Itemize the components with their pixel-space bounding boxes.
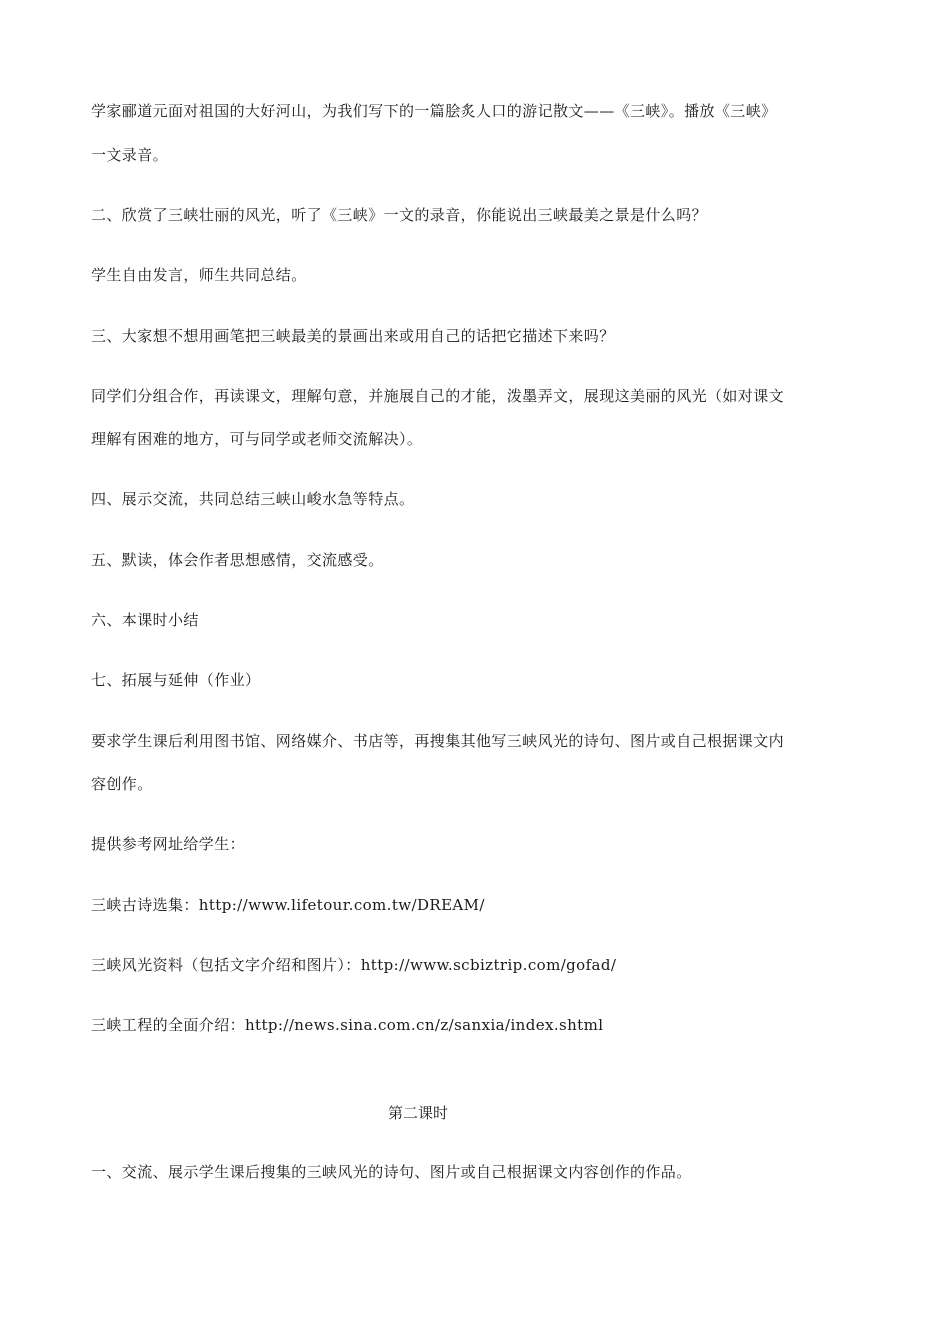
second-lesson-step-one: 一、交流、展示学生课后搜集的三峡风光的诗句、图片或自己根据课文内容创作的作品。 [91,1163,692,1181]
section-heading: 第二课时 [387,1104,448,1122]
step-five: 五、默读，体会作者思想感情，交流感受。 [91,551,384,569]
homework-line-2: 容创作。 [91,775,153,793]
step-three-question: 三、大家想不想用画笔把三峡最美的景画出来或用自己的话把它描述下来吗？ [91,327,615,345]
step-two-activity: 学生自由发言，师生共同总结。 [91,266,307,284]
step-three-activity-line-2: 理解有困难的地方，可与同学或老师交流解决）。 [91,430,423,448]
paragraph-intro-line-2: 一文录音。 [91,146,169,164]
paragraph-intro-line-1: 学家郦道元面对祖国的大好河山，为我们写下的一篇脍炙人口的游记散文——《三峡》。播放《三峡》 [91,102,777,120]
reference-link-project: 三峡工程的全面介绍：http://news.sina.com.cn/z/sanxia/index.shtml [91,1016,604,1034]
reference-link-poems: 三峡古诗选集：http://www.lifetour.com.tw/DREAM/ [91,896,485,914]
step-four: 四、展示交流，共同总结三峡山峻水急等特点。 [91,490,415,508]
step-two-question: 二、欣赏了三峡壮丽的风光，听了《三峡》一文的录音，你能说出三峡最美之景是什么吗？ [91,206,708,224]
step-seven: 七、拓展与延伸（作业） [91,671,261,689]
homework-line-1: 要求学生课后利用图书馆、网络媒介、书店等，再搜集其他写三峡风光的诗句、图片或自己根据课文内 [91,732,785,750]
reference-link-scenery: 三峡风光资料（包括文字介绍和图片）：http://www.scbiztrip.com/gofad/ [91,956,617,974]
reference-intro: 提供参考网址给学生： [91,835,246,853]
step-six: 六、本课时小结 [91,611,199,629]
step-three-activity-line-1: 同学们分组合作，再读课文，理解句意，并施展自己的才能，泼墨弄文，展现这美丽的风光（如对课文 [91,387,785,405]
